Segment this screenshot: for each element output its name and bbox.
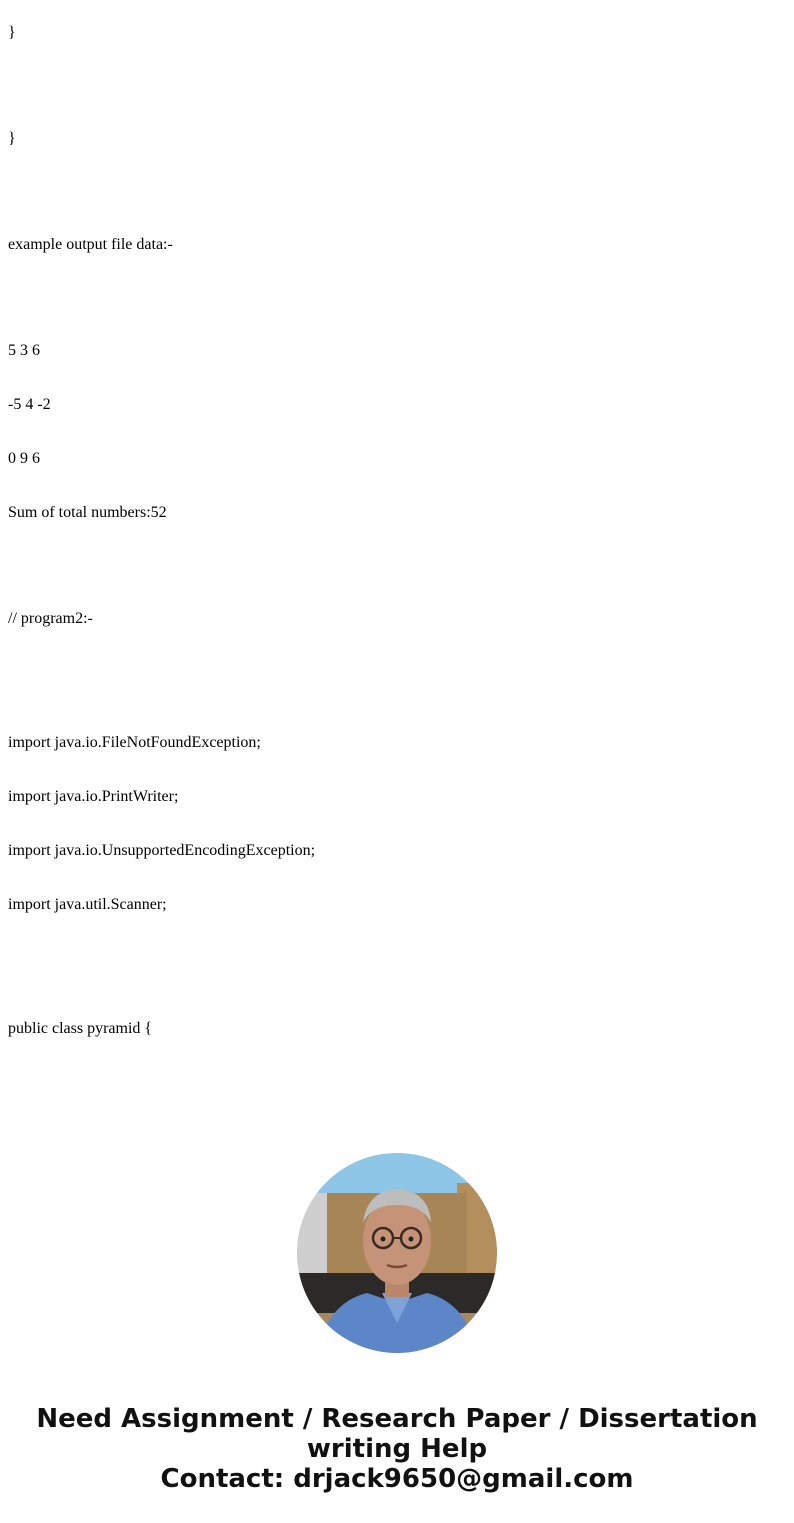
promo-banner bbox=[0, 1404, 794, 1494]
program2-comment: // program2:- bbox=[8, 610, 93, 627]
output-line: 5 3 6 bbox=[8, 342, 40, 359]
import-line: import java.io.PrintWriter; bbox=[8, 788, 179, 805]
output-line: 0 9 6 bbox=[8, 450, 40, 467]
banner-line-1: Need Assignment / Research Paper / Dissertation bbox=[36, 1404, 758, 1434]
document-text bbox=[8, 0, 788, 1123]
import-line: import java.io.UnsupportedEncodingException; bbox=[8, 842, 316, 859]
avatar bbox=[297, 1153, 497, 1353]
import-line: import java.util.Scanner; bbox=[8, 896, 167, 913]
avatar-portrait bbox=[297, 1153, 497, 1353]
banner-contact: Contact: drjack9650@gmail.com bbox=[160, 1464, 634, 1494]
banner-line-2: writing Help bbox=[306, 1434, 488, 1464]
output-line: -5 4 -2 bbox=[8, 396, 51, 413]
output-line: Sum of total numbers:52 bbox=[8, 504, 167, 521]
closing-brace: } bbox=[8, 24, 16, 41]
closing-brace: } bbox=[8, 130, 16, 147]
class-declaration: public class pyramid { bbox=[8, 1020, 153, 1037]
import-line: import java.io.FileNotFoundException; bbox=[8, 734, 261, 751]
output-heading: example output file data:- bbox=[8, 236, 173, 253]
